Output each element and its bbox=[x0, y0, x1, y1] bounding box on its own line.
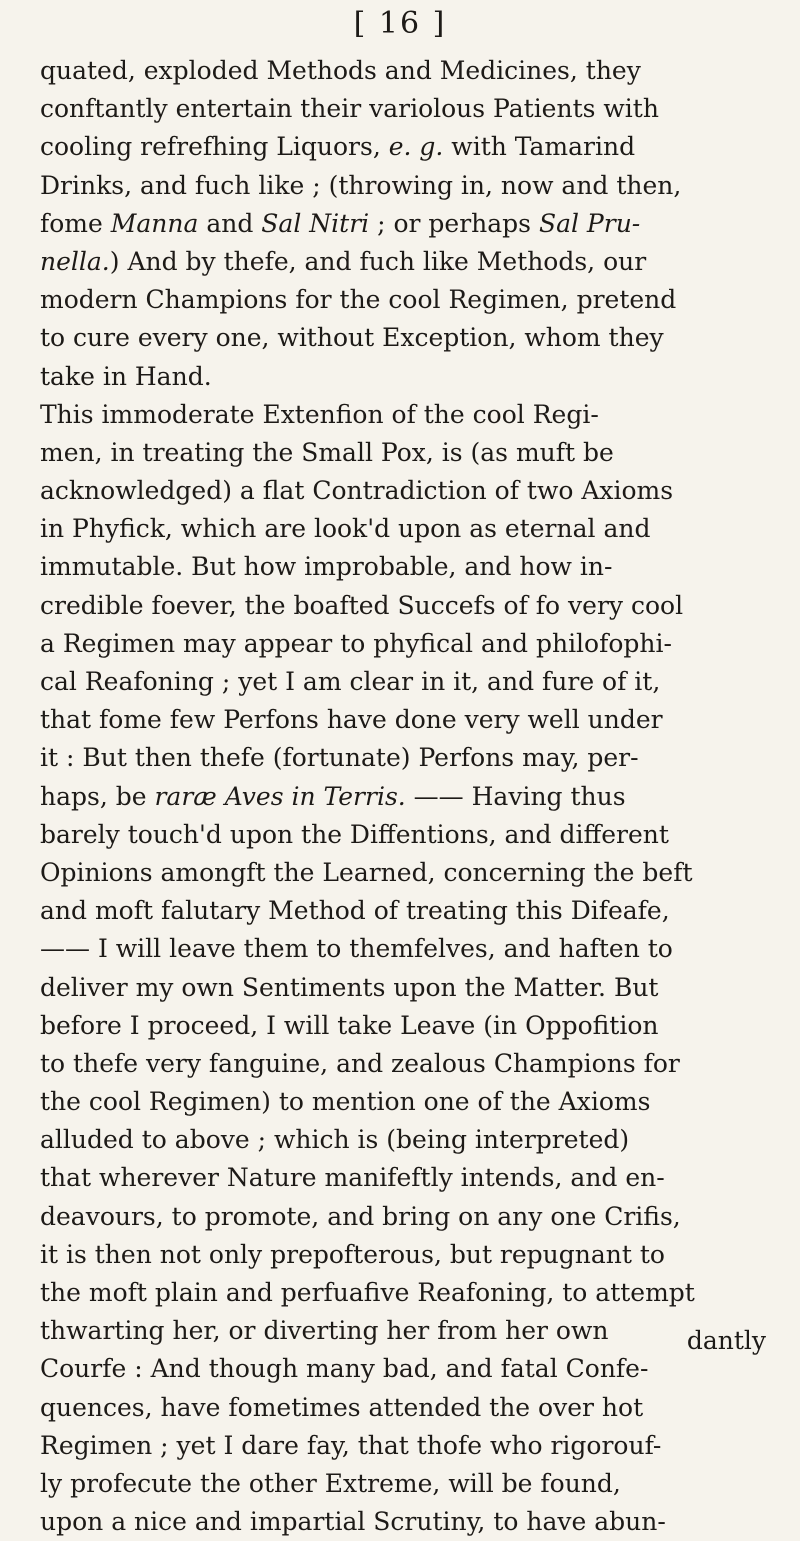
text-run: it is then not only prepofterous, but repugnant to bbox=[40, 1239, 665, 1269]
text-run: to thefe very fanguine, and zealous Champions for bbox=[40, 1048, 680, 1078]
text-line bbox=[40, 1274, 766, 1312]
text-run: in Phyfick, which are look'd upon as eternal and bbox=[40, 514, 651, 544]
text-line bbox=[40, 1427, 766, 1465]
text-run: This immoderate Extenfion of the cool Regi- bbox=[40, 399, 599, 429]
text-line bbox=[40, 816, 766, 854]
text-run: ) And by thefe, and fuch like Methods, our bbox=[109, 246, 647, 276]
text-run: credible foever, the boafted Succefs of fo very cool bbox=[40, 590, 684, 620]
text-line bbox=[40, 969, 766, 1007]
page-number: [ 16 ] bbox=[353, 6, 447, 41]
text-line bbox=[40, 587, 766, 625]
italic-text: nella. bbox=[40, 246, 110, 276]
text-run: to cure every one, without Exception, whom they bbox=[40, 323, 664, 353]
text-line bbox=[40, 52, 766, 90]
text-run: Courfe : And though many bad, and fatal Confe- bbox=[40, 1354, 649, 1384]
text-line bbox=[40, 1045, 766, 1083]
italic-text: Sal Pru- bbox=[538, 208, 641, 238]
text-run: deliver my own Sentiments upon the Matter. But bbox=[40, 972, 659, 1002]
text-line bbox=[40, 281, 766, 319]
text-run: take in Hand. bbox=[40, 361, 212, 391]
text-run: quences, have fometimes attended the over hot bbox=[40, 1392, 644, 1422]
text-line bbox=[40, 1465, 766, 1503]
text-run: ly profecute the other Extreme, will be found, bbox=[40, 1468, 621, 1498]
italic-text: Manna bbox=[110, 208, 199, 238]
text-run: men, in treating the Small Pox, is (as muft be bbox=[40, 437, 614, 467]
text-run: alluded to above ; which is (being interpreted) bbox=[40, 1125, 630, 1155]
text-run: ; or perhaps bbox=[369, 208, 539, 238]
text-line bbox=[40, 90, 766, 128]
text-run: acknowledged) a flat Contradiction of two Axioms bbox=[40, 476, 674, 506]
text-run: it : But then thefe (fortunate) Perfons may, per- bbox=[40, 743, 639, 773]
text-run: the cool Regimen) to mention one of the Axioms bbox=[40, 1087, 651, 1117]
text-line bbox=[40, 1389, 766, 1427]
text-run: that fome few Perfons have done very well under bbox=[40, 705, 663, 735]
text-line bbox=[40, 128, 766, 166]
text-line bbox=[40, 167, 766, 205]
text-line bbox=[40, 1083, 766, 1121]
text-run: Drinks, and fuch like ; (throwing in, now and then, bbox=[40, 170, 682, 200]
text-line bbox=[40, 892, 766, 930]
text-line bbox=[40, 778, 766, 816]
text-line bbox=[40, 1503, 766, 1541]
text-line bbox=[40, 319, 766, 357]
text-run: Opinions amongft the Learned, concerning the beft bbox=[40, 857, 693, 887]
text-run: a Regimen may appear to phyfical and philofophi- bbox=[40, 628, 672, 658]
text-run: upon a nice and impartial Scrutiny, to have abun- bbox=[40, 1507, 666, 1537]
text-line bbox=[40, 930, 766, 968]
text-line bbox=[40, 548, 766, 586]
text-line bbox=[40, 854, 766, 892]
text-run: haps, be bbox=[40, 781, 155, 811]
text-line bbox=[40, 1198, 766, 1236]
text-run: barely touch'd upon the Diffentions, and different bbox=[40, 819, 669, 849]
text-line bbox=[40, 1236, 766, 1274]
text-run: —— I will leave them to themfelves, and haften to bbox=[40, 934, 673, 964]
text-run: —— Having thus bbox=[405, 781, 626, 811]
text-run: thwarting her, or diverting her from her own bbox=[40, 1316, 609, 1346]
text-run: modern Champions for the cool Regimen, pretend bbox=[40, 285, 677, 315]
text-line bbox=[40, 243, 766, 281]
text-run: deavours, to promote, and bring on any one Crifis, bbox=[40, 1201, 681, 1231]
text-run: immutable. But how improbable, and how in- bbox=[40, 552, 613, 582]
text-run: fome bbox=[40, 208, 111, 238]
text-run: with Tamarind bbox=[443, 132, 636, 162]
catchword: dantly bbox=[686, 1326, 766, 1355]
text-line bbox=[40, 1007, 766, 1045]
text-line bbox=[40, 396, 766, 434]
text-run: quated, exploded Methods and Medicines, they bbox=[40, 56, 641, 85]
text-run: before I proceed, I will take Leave (in Oppofition bbox=[40, 1010, 659, 1040]
text-line bbox=[40, 510, 766, 548]
text-line bbox=[40, 701, 766, 739]
text-line bbox=[40, 739, 766, 777]
text-line bbox=[40, 663, 766, 701]
italic-text: Sal Nitri bbox=[261, 208, 370, 238]
text-line bbox=[40, 625, 766, 663]
text-run: the moft plain and perfuafive Reafoning, to attempt bbox=[40, 1278, 695, 1307]
text-line bbox=[40, 358, 766, 396]
text-line bbox=[40, 205, 766, 243]
text-line bbox=[40, 434, 766, 472]
text-line bbox=[40, 1121, 766, 1159]
text-run: conftantly entertain their variolous Patients with bbox=[40, 94, 659, 124]
text-run: Regimen ; yet I dare fay, that thofe who rigorouf- bbox=[40, 1430, 662, 1460]
text-run: cooling refrefhing Liquors, bbox=[40, 132, 389, 162]
italic-text: e. g. bbox=[388, 132, 444, 162]
text-run: cal Reafoning ; yet I am clear in it, and fure of it, bbox=[40, 667, 661, 696]
text-line bbox=[40, 472, 766, 510]
body-text bbox=[40, 52, 766, 1541]
text-line bbox=[40, 1159, 766, 1197]
text-run: and moft falutary Method of treating this Difeafe, bbox=[40, 896, 670, 926]
italic-text: raræ Aves in Terris. bbox=[154, 781, 406, 811]
text-run: that wherever Nature manifeftly intends, and en- bbox=[40, 1163, 665, 1193]
text-run: and bbox=[198, 208, 262, 238]
